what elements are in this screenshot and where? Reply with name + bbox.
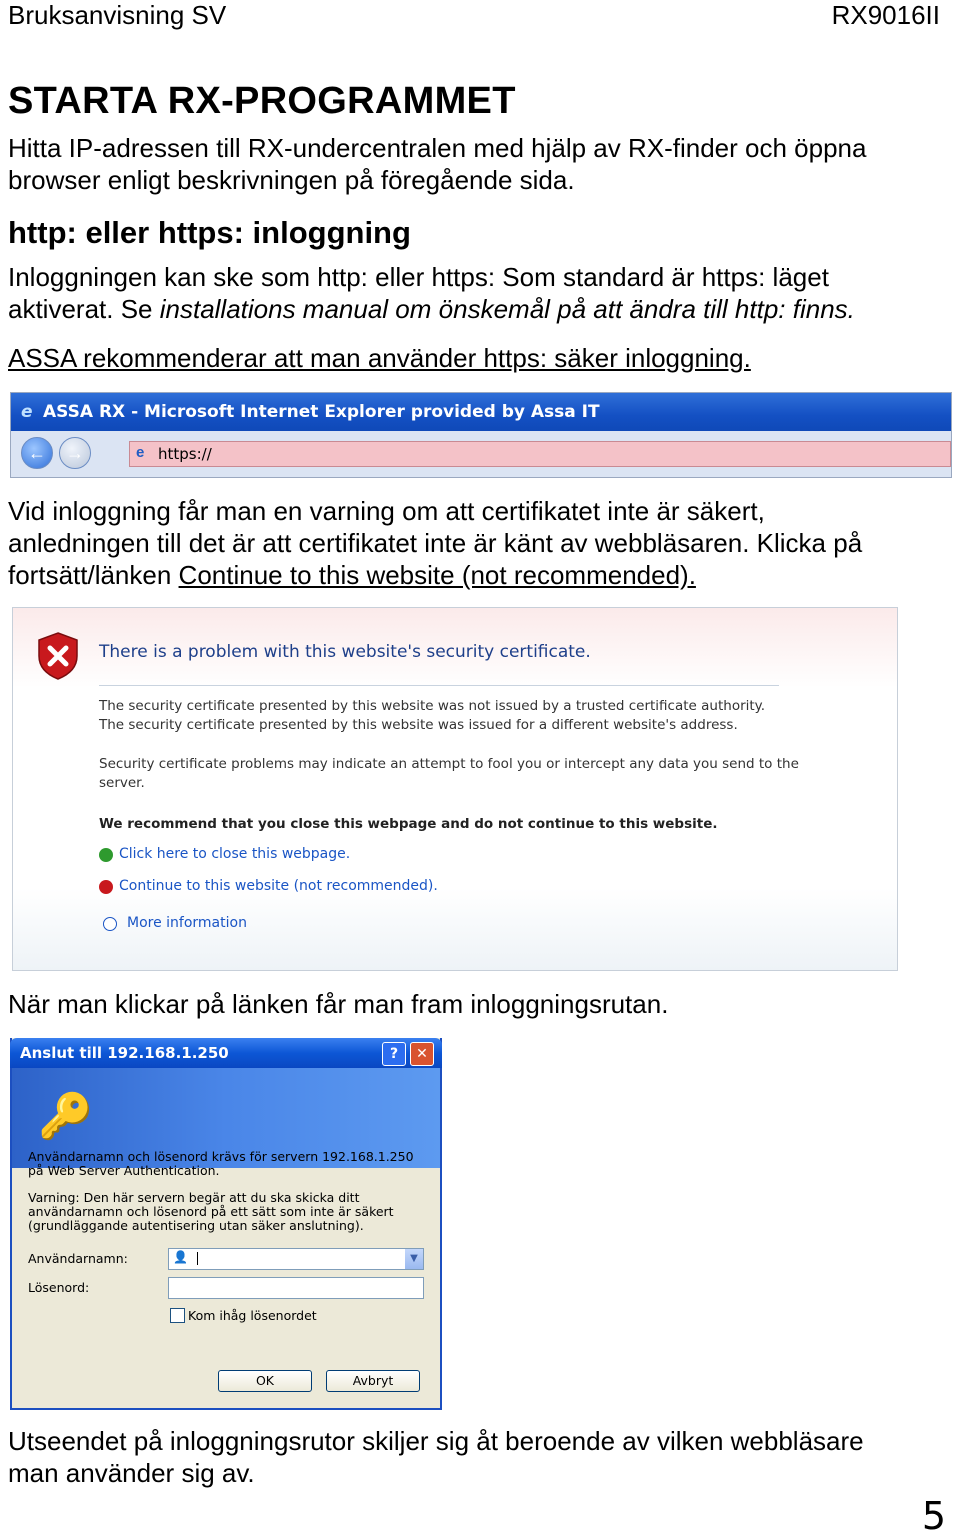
red-shield-icon <box>99 880 113 894</box>
ok-button[interactable]: OK <box>218 1370 312 1392</box>
dialog-message-2: på Web Server Authentication. <box>28 1163 220 1178</box>
continue-website-link[interactable]: Continue to this website (not recommended). <box>119 878 438 894</box>
username-combo[interactable] <box>168 1248 424 1270</box>
close-icon[interactable]: ✕ <box>410 1042 434 1066</box>
page-title: STARTA RX-PROGRAMMET <box>8 80 516 122</box>
warning-line-3-normal: fortsätt/länken <box>8 560 179 590</box>
continue-link-reference: Continue to this website (not recommended). <box>178 560 696 590</box>
recommendation-text: ASSA rekommenderar att man använder https: säker inloggning. <box>8 343 751 373</box>
closing-line-1: Utseendet på inloggningsrutor skiljer sig åt beroende av vilken webbläsare <box>8 1426 864 1456</box>
username-label: Användarnamn: <box>28 1251 128 1266</box>
page-number: 5 <box>921 1494 946 1538</box>
intro-line-2: browser enligt beskrivningen på föregående sida. <box>8 165 575 195</box>
shield-error-icon <box>37 632 79 680</box>
dialog-warning-3: (grundläggande autentisering utan säker anslutning). <box>28 1218 364 1233</box>
warning-line-1: Vid inloggning får man en varning om att certifikatet inte är säkert, <box>8 496 765 526</box>
after-click-text: När man klickar på länken får man fram inloggningsrutan. <box>8 989 669 1019</box>
chevron-down-icon[interactable] <box>103 917 117 931</box>
cert-problems-2: server. <box>99 775 145 791</box>
keys-icon: 🔑 <box>38 1091 93 1142</box>
divider <box>99 685 779 686</box>
section-line-1: Inloggningen kan ske som http: eller https: Som standard är https: läget <box>8 262 829 292</box>
chevron-down-icon[interactable]: ▼ <box>405 1249 423 1269</box>
section-line-2-normal: aktiverat. Se <box>8 294 160 324</box>
warning-line-3 <box>8 559 696 591</box>
document-header-model: RX9016II <box>831 0 940 30</box>
password-label: Lösenord: <box>28 1280 90 1295</box>
remember-password-label: Kom ihåg lösenordet <box>188 1308 317 1323</box>
back-arrow-icon[interactable]: ← <box>21 437 53 469</box>
close-webpage-link[interactable]: Click here to close this webpage. <box>119 846 351 862</box>
login-dialog-screenshot <box>10 1038 442 1410</box>
cancel-button[interactable]: Avbryt <box>326 1370 420 1392</box>
section-line-2 <box>8 293 855 325</box>
ie-logo-icon: e <box>21 402 33 422</box>
cert-detail-2: The security certificate presented by this website was issued for a different website's address. <box>99 717 738 733</box>
browser-title: ASSA RX - Microsoft Internet Explorer provided by Assa IT <box>43 402 600 422</box>
more-information-link[interactable]: More information <box>127 915 247 931</box>
warning-line-2: anledningen till det är att certifikatet inte är känt av webbläsaren. Klicka på <box>8 528 863 558</box>
dialog-warning-1: Varning: Den här servern begär att du ska skicka ditt <box>28 1190 360 1205</box>
cert-detail-1: The security certificate presented by this website was not issued by a trusted certificate authority. <box>99 698 766 714</box>
browser-title-bar <box>11 393 951 431</box>
dialog-message-1: Användarnamn och lösenord krävs för servern 192.168.1.250 <box>28 1149 414 1164</box>
dialog-title-bar <box>10 1038 442 1068</box>
certificate-warning-screenshot <box>12 607 898 971</box>
intro-line-1: Hitta IP-adressen till RX-undercentralen med hjälp av RX-finder och öppna <box>8 133 867 163</box>
section-line-2-italic: installations manual om önskemål på att ändra till http: finns. <box>159 294 855 324</box>
password-field[interactable] <box>168 1277 424 1299</box>
dialog-title: Anslut till 192.168.1.250 <box>20 1044 229 1062</box>
section-heading: http: eller https: inloggning <box>8 215 411 250</box>
cert-problems-1: Security certificate problems may indicate an attempt to fool you or intercept any data you send to the <box>99 756 799 772</box>
green-shield-icon <box>99 848 113 862</box>
forward-arrow-icon[interactable]: → <box>59 437 91 469</box>
user-icon: 👤 <box>173 1250 188 1264</box>
browser-toolbar <box>11 433 951 477</box>
cert-recommendation: We recommend that you close this webpage and do not continue to this website. <box>99 816 718 832</box>
address-url: https:// <box>158 445 212 463</box>
text-cursor <box>197 1252 198 1265</box>
remember-password-checkbox[interactable] <box>170 1308 185 1323</box>
cert-headline: There is a problem with this website's security certificate. <box>99 642 591 662</box>
dialog-warning-2: användarnamn och lösenord på ett sätt som inte är säkert <box>28 1204 394 1219</box>
help-icon[interactable]: ? <box>382 1042 406 1066</box>
browser-window-screenshot <box>10 392 952 478</box>
closing-line-2: man använder sig av. <box>8 1458 255 1488</box>
address-bar[interactable] <box>129 441 951 467</box>
document-header-title: Bruksanvisning SV <box>8 0 227 30</box>
page-icon: e <box>136 444 145 461</box>
